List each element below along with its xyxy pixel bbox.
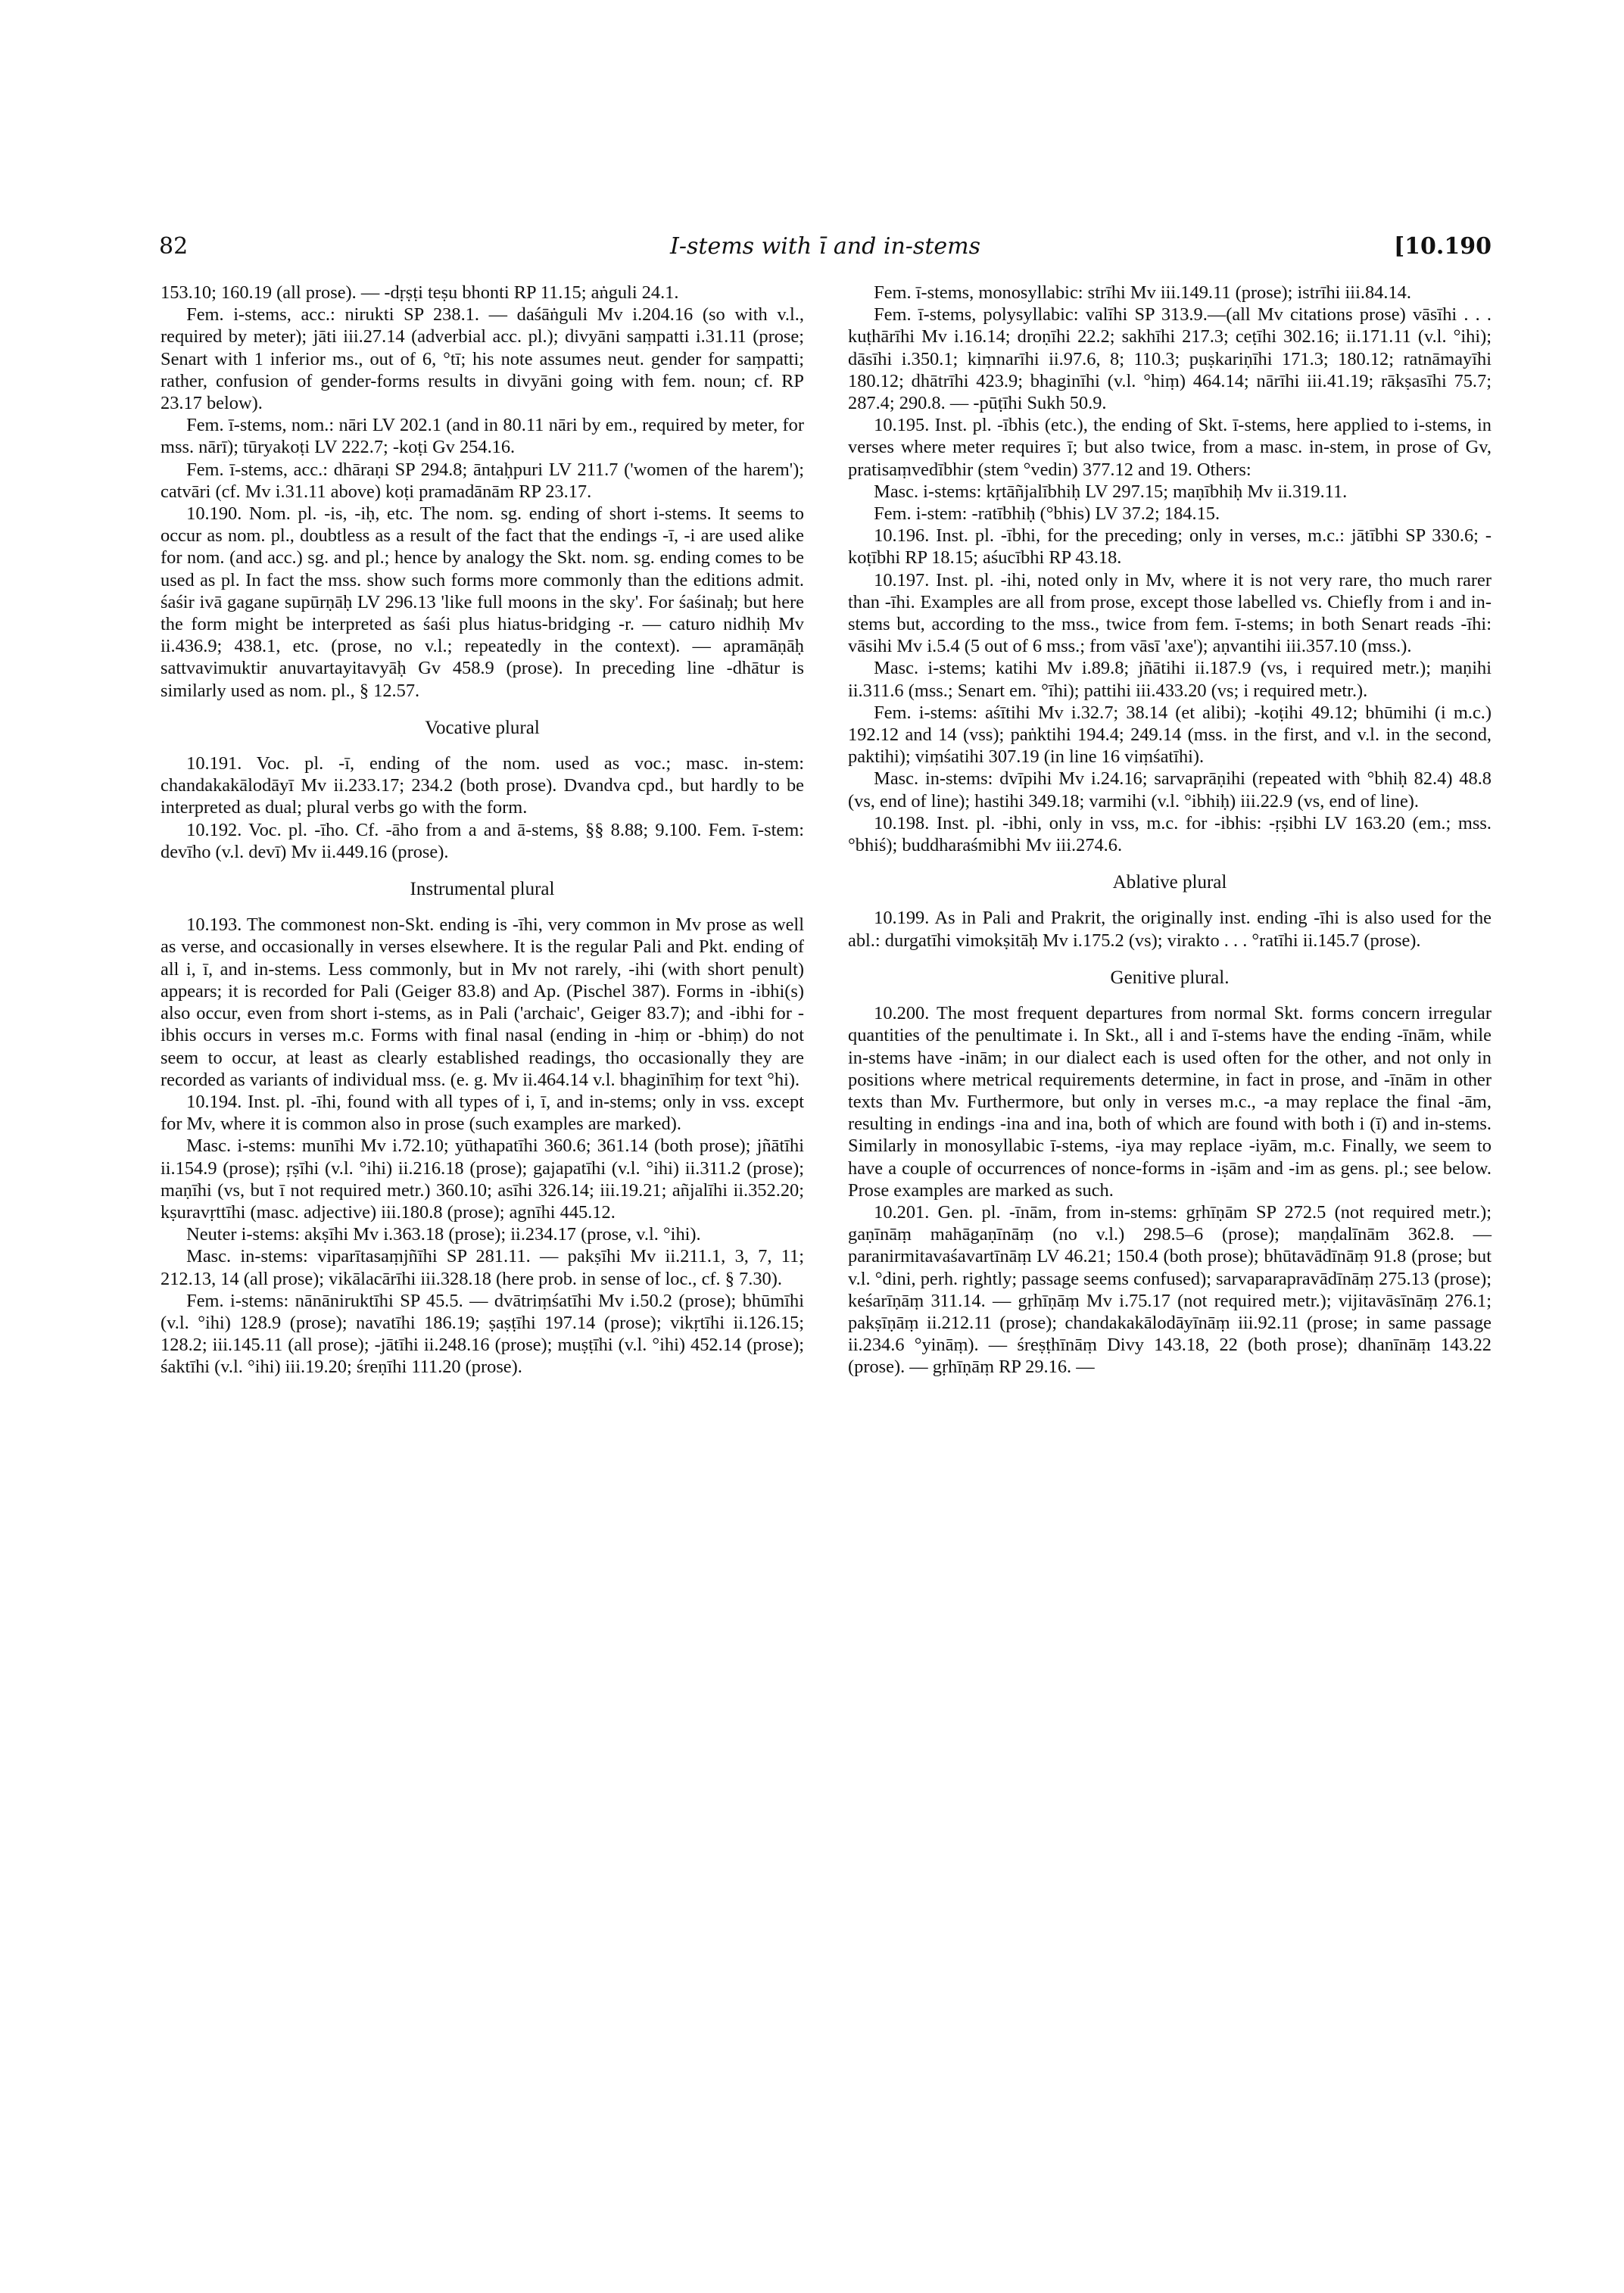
- paragraph: 10.190. Nom. pl. -is, -iḥ, etc. The nom. sg. ending of short i-stems. It seems to occur as nom. pl., doubtless as a result of the fact that the endings -ī, -i are used alike for nom. (and acc.) sg. and pl.; hence by analogy the Skt. nom. sg. ending comes to be used as pl. In fact the mss. show such forms more commonly than the editions admit. śaśir ivā gagane supūrṇāḥ LV 296.13 'like full moons in the sky'. For śaśinaḥ; but here the form might be interpreted as śaśi plus hiatus-bridging -r. — caturo nidhiḥ Mv ii.436.9; 438.1, etc. (prose, no v.l.; repeatedly in the context). — apramāṇāḥ sattvavimuktir anuvartayitavyāḥ Gv 458.9 (prose). In preceding line -dhātur is similarly used as nom. pl., § 12.57.: [161, 503, 804, 701]
- left-column: [161, 282, 804, 1379]
- paragraph: Fem. i-stem: -ratībhiḥ (°bhis) LV 37.2; 184.15.: [874, 503, 1220, 525]
- running-title: I-stems with ī and in-stems: [670, 233, 980, 260]
- paragraph: 10.200. The most frequent departures from normal Skt. forms concern irregular quantities of the penultimate i. In Skt., all i and ī-stems have the ending -īnām, while in-stems have -inām; in our dialect each is used often for the other, and not only in positions where metrical requirements determine, in fact in prose, and -īnām in other texts than Mv. Furthermore, but only in verses m.c., -a may replace the final -ām, resulting in endings -ina and ina, both of which are found with both i (ī) and in-stems. Similarly in monosyllabic ī-stems, -iya may replace -iyām, m.c. Finally, we seem to have a couple of occurrences of nonce-forms in -iṣām and -im as gens. pl.; see below. Prose examples are marked as such.: [848, 1003, 1492, 1201]
- paragraph: 10.191. Voc. pl. -ī, ending of the nom. used as voc.; masc. in-stem: chandakakālodāyī Mv ii.233.17; 234.2 (both prose). Dvandva cpd., but hardly to be interpreted as dual; plural verbs go with the form.: [161, 753, 804, 818]
- paragraph: Masc. i-stems: kṛtāñjalībhiḥ LV 297.15; maṇībhiḥ Mv ii.319.11.: [874, 481, 1348, 502]
- paragraph: 10.197. Inst. pl. -ihi, noted only in Mv, where it is not very rare, tho much rarer than -īhi. Examples are all from prose, except those labelled vs. Chiefly from i and in-stems but, according to the mss., twice from fem. ī-stems; in both Senart reads -īhi: vāsihi Mv i.5.4 (5 out of 6 mss.; from vāsī 'axe'); aṇvantihi iii.357.10 (mss.).: [848, 569, 1492, 657]
- paragraph: Masc. i-stems; katihi Mv i.89.8; jñātihi ii.187.9 (vs, i required metr.); maṇihi ii.311.6 (mss.; Senart em. °īhi); pattihi iii.433.20 (vs; i required metr.).: [848, 658, 1492, 701]
- paragraph: 10.199. As in Pali and Prakrit, the originally inst. ending -īhi is also used for the abl.: durgatīhi vimokṣitāḥ Mv i.175.2 (vs); virakto . . . °ratīhi ii.145.7 (prose).: [848, 908, 1492, 951]
- paragraph: 10.194. Inst. pl. -īhi, found with all types of i, ī, and in-stems; only in vss. except for Mv, where it is common also in prose (such examples are marked).: [161, 1091, 804, 1135]
- paragraph: 153.10; 160.19 (all prose). — -dṛṣṭi teṣu bhonti RP 11.15; aṅguli 24.1.: [161, 282, 679, 303]
- right-column: [848, 282, 1492, 1379]
- running-header: [159, 233, 1492, 266]
- paragraph: Fem. ī-stems, nom.: nāri LV 202.1 (and in 80.11 nāri by em., required by meter, for mss. nārī); tūryakoṭi LV 222.7; -koṭi Gv 254.16.: [161, 415, 804, 458]
- section-heading: Genitive plural.: [1110, 967, 1230, 988]
- paragraph: Fem. i-stems: nānāniruktīhi SP 45.5. — dvātriṃśatīhi Mv i.50.2 (prose); bhūmīhi (v.l. °ihi) 128.9 (prose); navatīhi 186.19; ṣaṣṭīhi 197.14 (prose); vikṛtīhi ii.126.15; 128.2; iii.145.11 (all prose); -jātīhi ii.248.16 (prose); muṣṭīhi (v.l. °ihi) 452.14 (prose); śaktīhi (v.l. °ihi) iii.19.20; śreṇīhi 111.20 (prose).: [161, 1290, 804, 1378]
- paragraph: 10.195. Inst. pl. -ībhis (etc.), the ending of Skt. ī-stems, here applied to i-stems, in verses where meter requires ī; but also twice, from a masc. in-stem, in prose of Gv, pratisaṃvedībhir (stem °vedin) 377.12 and 19. Others:: [848, 415, 1492, 480]
- paragraph: Masc. in-stems: dvīpihi Mv i.24.16; sarvaprāṇihi (repeated with °bhiḥ 82.4) 48.8 (vs, end of line); hastihi 349.18; varmihi (v.l. °ibhiḥ) iii.22.9 (vs, end of line).: [848, 768, 1492, 812]
- paragraph: Masc. i-stems: munīhi Mv i.72.10; yūthapatīhi 360.6; 361.14 (both prose); jñātīhi ii.154.9 (prose); ṛṣīhi (v.l. °ihi) ii.216.18 (prose); gajapatīhi (v.l. °ihi) ii.311.2 (prose); maṇīhi (vs, but ī not required metr.) 360.10; asīhi 326.14; iii.19.21; añjalīhi ii.352.20; kṣuravṛttīhi (masc. adjective) iii.180.8 (prose); agnīhi 445.12.: [161, 1136, 804, 1223]
- paragraph: Fem. i-stems, acc.: nirukti SP 238.1. — daśāṅguli Mv i.204.16 (so with v.l., required by meter); jāti iii.27.14 (adverbial acc. pl.); divyāni saṃpatti i.31.11 (prose; Senart with 1 inferior ms., out of 6, °tī; his note assumes neut. gender for saṃpatti; rather, confusion of gender-forms results in divyāni going with fem. noun; cf. RP 23.17 below).: [161, 304, 804, 414]
- paragraph: Neuter i-stems: akṣīhi Mv i.363.18 (prose); ii.234.17 (prose, v.l. °ihi).: [186, 1224, 701, 1245]
- paragraph: Fem. ī-stems, monosyllabic: strīhi Mv iii.149.11 (prose); istrīhi iii.84.14.: [874, 282, 1411, 303]
- paragraph: Fem. ī-stems, polysyllabic: valīhi SP 313.9.—(all Mv citations prose) vāsīhi . . . kuṭhārīhi Mv i.16.14; droṇīhi 22.2; sakhīhi 217.3; ceṭīhi 302.16; ii.171.11 (v.l. °ihi); dāsīhi i.350.1; kiṃnarīhi ii.97.6, 8; 110.3; puṣkariṇīhi 171.3; 180.12; ratnāmayīhi 180.12; dhātrīhi 423.9; bhaginīhi (v.l. °hiṃ) 464.14; nārīhi iii.41.19; rākṣasīhi 75.7; 287.4; 290.8. — -pūṭīhi Sukh 50.9.: [848, 304, 1492, 414]
- paragraph: 10.198. Inst. pl. -ibhi, only in vss, m.c. for -ibhis: -ṛṣibhi LV 163.20 (em.; mss. °bhiś); buddharaśmibhi Mv iii.274.6.: [848, 812, 1492, 856]
- paragraph: 10.193. The commonest non-Skt. ending is -īhi, very common in Mv prose as well as verse, and occasionally in verses elsewhere. It is the regular Pali and Pkt. ending of all i, ī, and in-stems. Less commonly, but in Mv not rarely, -ihi (with short penult) appears; it is recorded for Pali (Geiger 83.8) and Ap. (Pischel 387). Forms in -ibhi(s) also occur, even from short i-stems, as in Pali ('archaic', Geiger 83.7); and -ibhi for -ibhis occurs in verses m.c. Forms with final nasal (ending in -hiṃ or -bhiṃ) do not seem to occur, at least as clearly established readings, tho occasionally they are recorded as variants of individual mss. (e. g. Mv ii.464.14 v.l. bhaginīhiṃ for text °hi).: [161, 914, 804, 1090]
- paragraph: Fem. ī-stems, acc.: dhāraṇi SP 294.8; āntaḥpuri LV 211.7 ('women of the harem'); catvāri (cf. Mv i.31.11 above) koṭi pramadānām RP 23.17.: [161, 459, 804, 502]
- section-mark: [10.190: [1393, 233, 1492, 260]
- paragraph: 10.201. Gen. pl. -īnām, from in-stems: gṛhīṇām SP 272.5 (not required metr.); gaṇīnāṃ mahāgaṇīnāṃ (no v.l.) 298.5–6 (prose); maṇḍalīnām 362.8. — paranirmitavaśavartīnāṃ LV 46.21; 150.4 (both prose); bhūtavādīnāṃ 91.8 (prose; but v.l. °dini, perh. rightly; passage seems confused); sarvaparapravādīnāṃ 275.13 (prose); keśarīṇāṃ 311.14. — gṛhīṇāṃ Mv i.75.17 (not required metr.); vijitavāsīnāṃ 276.1; pakṣīṇāṃ ii.212.11 (prose); chandakakālodāyīnāṃ iii.92.11 (prose; in same passage ii.234.6 °yināṃ). — śreṣṭhīnāṃ Divy 143.18, 22 (both prose); dhanīnāṃ 143.22 (prose). — gṛhīṇāṃ RP 29.16. —: [848, 1201, 1492, 1378]
- section-heading: Vocative plural: [425, 717, 540, 738]
- paragraph: Fem. i-stems: aśītihi Mv i.32.7; 38.14 (et alibi); -koṭihi 49.12; bhūmihi (i m.c.) 192.12 and 14 (vss); paṅktihi 194.4; 249.14 (mss. in the first, and v.l. in the second, paktihi); viṃśatihi 307.19 (in line 16 viṃśatīhi).: [848, 702, 1492, 768]
- paragraph: 10.196. Inst. pl. -ībhi, for the preceding; only in verses, m.c.: jātībhi SP 330.6; -koṭībhi RP 18.15; aśucībhi RP 43.18.: [848, 525, 1492, 569]
- page-number: 82: [159, 233, 189, 260]
- section-heading: Ablative plural: [1112, 872, 1227, 893]
- section-heading: Instrumental plural: [410, 879, 555, 900]
- paragraph: 10.192. Voc. pl. -īho. Cf. -āho from a and ā-stems, §§ 8.88; 9.100. Fem. ī-stem: devīho (v.l. devī) Mv ii.449.16 (prose).: [161, 819, 804, 862]
- paragraph: Masc. in-stems: viparītasaṃjñīhi SP 281.11. — pakṣīhi Mv ii.211.1, 3, 7, 11; 212.13, 14 (all prose); vikālacārīhi iii.328.18 (here prob. in sense of loc., cf. § 7.30).: [161, 1246, 804, 1289]
